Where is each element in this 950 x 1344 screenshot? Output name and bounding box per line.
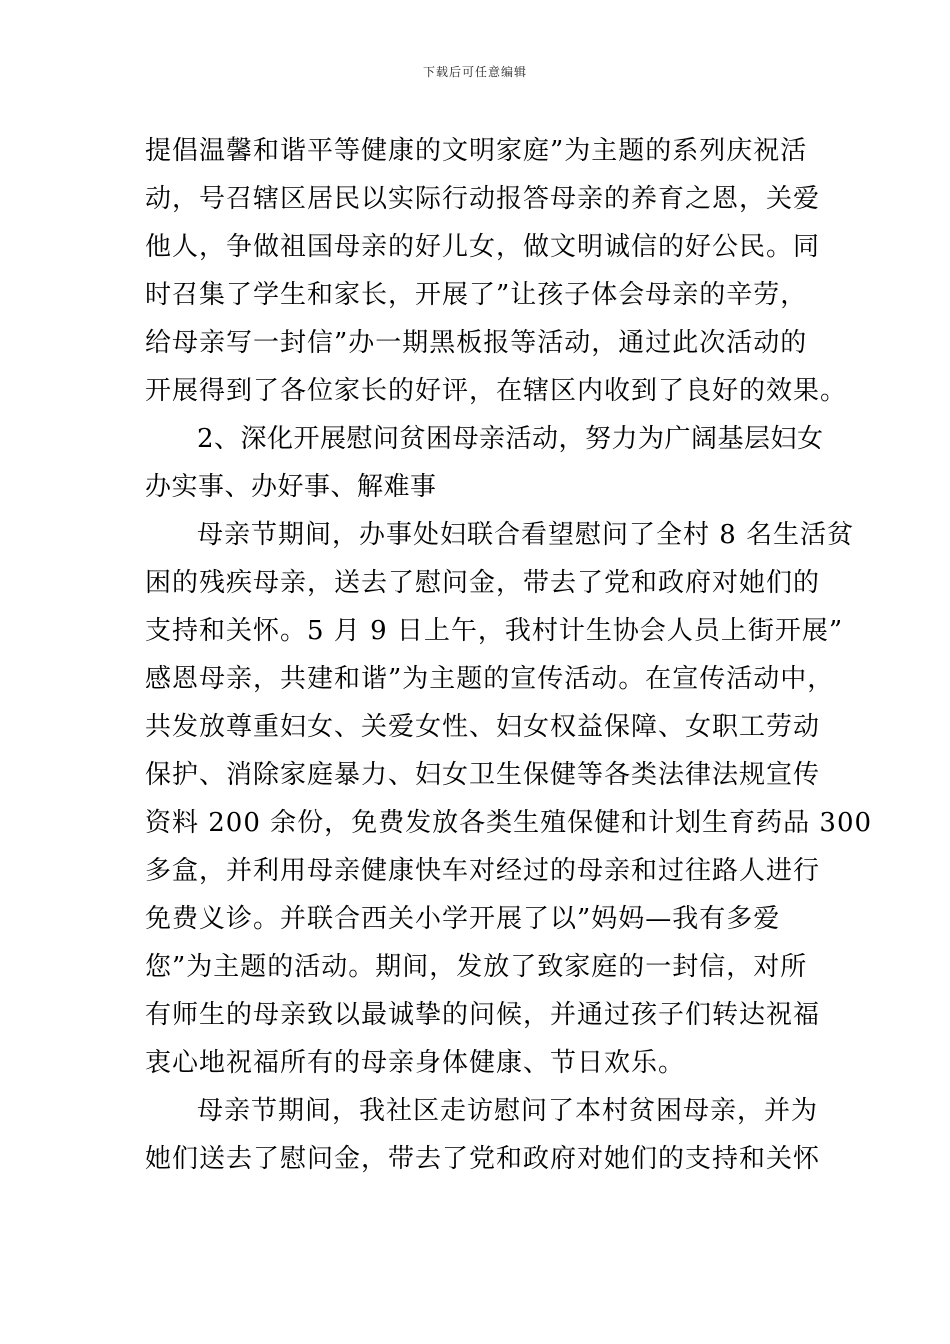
text-line: 资料 200 余份，免费发放各类生殖保健和计划生育药品 300 — [145, 808, 873, 838]
document-body — [145, 127, 873, 1183]
text-line: 支持和关怀。5 月 9 日上午，我村计生协会人员上街开展” — [145, 616, 844, 646]
section-heading-line: 2、深化开展慰问贫困母亲活动，努力为广阔基层妇女 — [197, 424, 824, 454]
text-line: 时召集了学生和家长，开展了”让孩子体会母亲的辛劳， — [145, 280, 808, 310]
text-line: 共发放尊重妇女、关爱女性、妇女权益保障、女职工劳动 — [145, 712, 821, 742]
text-line: 母亲节期间，我社区走访慰问了本村贫困母亲，并为 — [197, 1096, 819, 1126]
text-line: 动，号召辖区居民以实际行动报答母亲的养育之恩，关爱 — [145, 184, 821, 214]
text-line: 免费义诊。并联合西关小学开展了以”妈妈—我有多爱 — [145, 904, 781, 934]
text-line: 感恩母亲，共建和谐”为主题的宣传活动。在宣传活动中， — [145, 664, 835, 694]
text-line: 给母亲写一封信”办一期黑板报等活动，通过此次活动的 — [145, 328, 808, 358]
text-line: 她们送去了慰问金，带去了党和政府对她们的支持和关怀 — [145, 1144, 821, 1174]
text-line: 您”为主题的活动。期间，发放了致家庭的一封信，对所 — [145, 952, 808, 982]
text-line: 开展得到了各位家长的好评，在辖区内收到了良好的效果。 — [145, 376, 848, 406]
text-line: 母亲节期间，办事处妇联合看望慰问了全村 8 名生活贫 — [197, 520, 855, 550]
text-line: 提倡温馨和谐平等健康的文明家庭”为主题的系列庆祝活 — [145, 136, 808, 166]
page-header-note: 下载后可任意编辑 — [422, 65, 527, 79]
text-line: 多盒，并利用母亲健康快车对经过的母亲和过往路人进行 — [145, 856, 821, 886]
text-line: 他人，争做祖国母亲的好儿女，做文明诚信的好公民。同 — [145, 232, 821, 262]
text-line: 有师生的母亲致以最诚挚的问候，并通过孩子们转达祝福 — [145, 1000, 821, 1030]
text-line: 困的残疾母亲，送去了慰问金，带去了党和政府对她们的 — [145, 568, 821, 598]
section-heading-line: 办实事、办好事、解难事 — [145, 472, 437, 502]
text-line: 衷心地祝福所有的母亲身体健康、节日欢乐。 — [145, 1048, 686, 1078]
text-line: 保护、消除家庭暴力、妇女卫生保健等各类法律法规宣传 — [145, 760, 821, 790]
